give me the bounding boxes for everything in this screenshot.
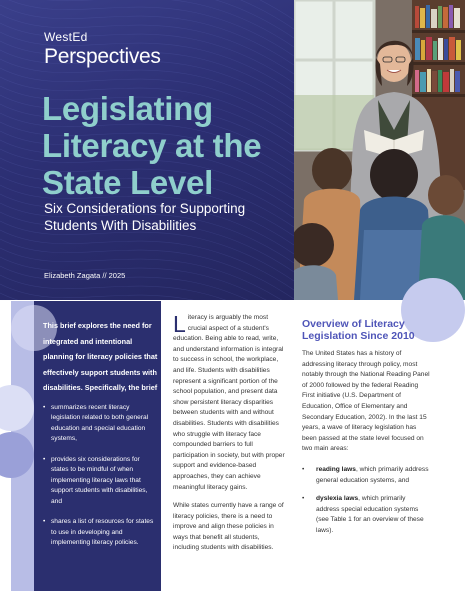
author-line: Elizabeth Zagata // 2025: [44, 271, 126, 280]
document-title: Legislating Literacy at the State Level: [42, 90, 262, 201]
law-types-list: [302, 465, 430, 537]
wave-line: [0, 230, 294, 290]
law-term: dyslexia laws: [316, 495, 359, 503]
sidebar-intro: This brief explores the need for integrated and intentional planning for literacy policies that effectively support students with disabilities. Specifically, the brief: [43, 321, 158, 392]
series-name: Perspectives: [44, 45, 161, 68]
wave-line: [0, 0, 294, 29]
document-subtitle: Six Considerations for Supporting Students With Disabilities: [44, 201, 246, 233]
intro-column: [173, 313, 286, 554]
second-paragraph: While states currently have a range of literacy policies, there is a need to improve and align these policies in ways that benefit all students, including students with disabilities.: [173, 502, 284, 552]
classroom-photo: [294, 0, 465, 300]
intro-paragraph: [173, 313, 286, 493]
list-item: [302, 494, 430, 536]
brand-logo: [44, 30, 161, 70]
list-item: • shares a list of resources for states to use in developing and implementing literacy policies.: [43, 517, 159, 549]
law-term: reading laws: [316, 465, 356, 473]
sidebar-list: [43, 403, 159, 549]
law-description: , which primarily address general education systems, and: [316, 465, 429, 484]
wested-logo: WestEd: [44, 30, 88, 44]
sidebar-content: [43, 318, 159, 559]
list-item: • provides six considerations for states to be mindful of when implementing literacy laws that support students with disabilities, and: [43, 455, 159, 508]
wave-line: [0, 0, 294, 20]
overview-column: [302, 318, 430, 545]
overview-paragraph: The United States has a history of addressing literacy through policy, most notably through the National Reading Panel of 2000 followed by the federal Reading First initiative (U.S. Department of Education, Office of Elementary and Secondary Education, 2002). In the last 15 years, a wave of literacy legislation has been passed at the state level focused on two main areas:: [302, 350, 430, 453]
drop-cap: L: [173, 311, 186, 337]
law-description: , which primarily address special education systems (see Table 1 for an overview of these laws).: [316, 495, 424, 534]
list-item: [302, 465, 430, 486]
intro-paragraph-text: iteracy is arguably the most crucial aspect of a student's education. Being able to read, write, and understand information is integral to success in school, the workplace, and life. Students with disabilities represent a significant portion of the school population, and present data show persistent literacy disparities between students with and without disabilities. Students with disabilities who struggle with literacy face compounded barriers to full participation in society, but with proper support and evidence-based approaches, they can achieve meaningful literacy gains.: [173, 314, 285, 491]
list-item: • summarizes recent literacy legislation related to both general education and special education systems,: [43, 403, 159, 445]
section-heading: Overview of Literacy Legislation Since 2010: [302, 318, 415, 342]
wave-line: [0, 239, 294, 299]
